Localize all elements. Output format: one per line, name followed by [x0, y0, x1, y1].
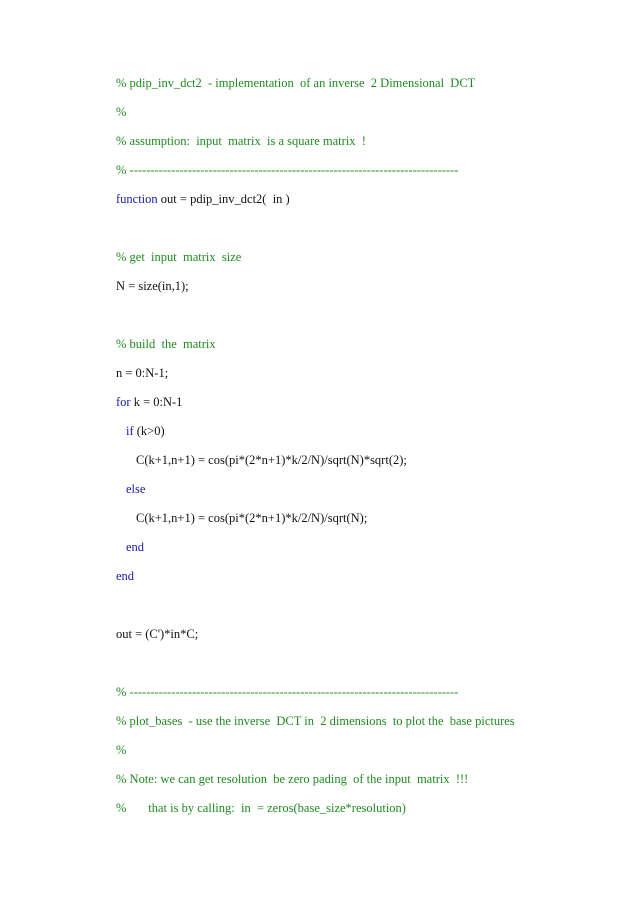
- function-signature: out = pdip_inv_dct2( in ): [157, 192, 290, 206]
- comment-get-size: % get input matrix size: [116, 250, 242, 264]
- comment-line-blank-2: %: [116, 743, 127, 757]
- code-output-line: out = (C')*in*C;: [116, 627, 199, 641]
- for-loop-line: [116, 394, 182, 410]
- if-keyword: if: [126, 424, 134, 438]
- function-keyword: function: [116, 192, 158, 206]
- comment-plot-bases: % plot_bases - use the inverse DCT in 2 dimensions to plot the base pictures: [116, 714, 515, 728]
- function-declaration-line: [116, 191, 290, 207]
- comment-build-matrix: % build the matrix: [116, 337, 216, 351]
- code-assign-plain: C(k+1,n+1) = cos(pi*(2*n+1)*k/2/N)/sqrt(N);: [136, 511, 368, 525]
- for-keyword: for: [116, 395, 131, 409]
- end-if-keyword: end: [126, 540, 145, 554]
- comment-separator: % -------------------------------------------------------------------------------: [116, 163, 459, 177]
- comment-line-assumption: % assumption: input matrix is a square matrix !: [116, 134, 366, 148]
- code-size-line: N = size(in,1);: [116, 279, 189, 293]
- for-range: k = 0:N-1: [130, 395, 183, 409]
- else-keyword: else: [126, 482, 146, 496]
- code-assign-scaled: C(k+1,n+1) = cos(pi*(2*n+1)*k/2/N)/sqrt(N)*sqrt(2);: [136, 453, 407, 467]
- comment-line-blank: %: [116, 105, 127, 119]
- comment-note: % Note: we can get resolution be zero pading of the input matrix !!!: [116, 772, 469, 786]
- if-line: [116, 423, 165, 439]
- code-range-line: n = 0:N-1;: [116, 366, 169, 380]
- end-for-keyword: end: [116, 569, 135, 583]
- if-condition: (k>0): [133, 424, 165, 438]
- comment-calling: % that is by calling: in = zeros(base_size*resolution): [116, 801, 406, 815]
- comment-separator-2: % -------------------------------------------------------------------------------: [116, 685, 459, 699]
- comment-line-title: % pdip_inv_dct2 - implementation of an inverse 2 Dimensional DCT: [116, 76, 476, 90]
